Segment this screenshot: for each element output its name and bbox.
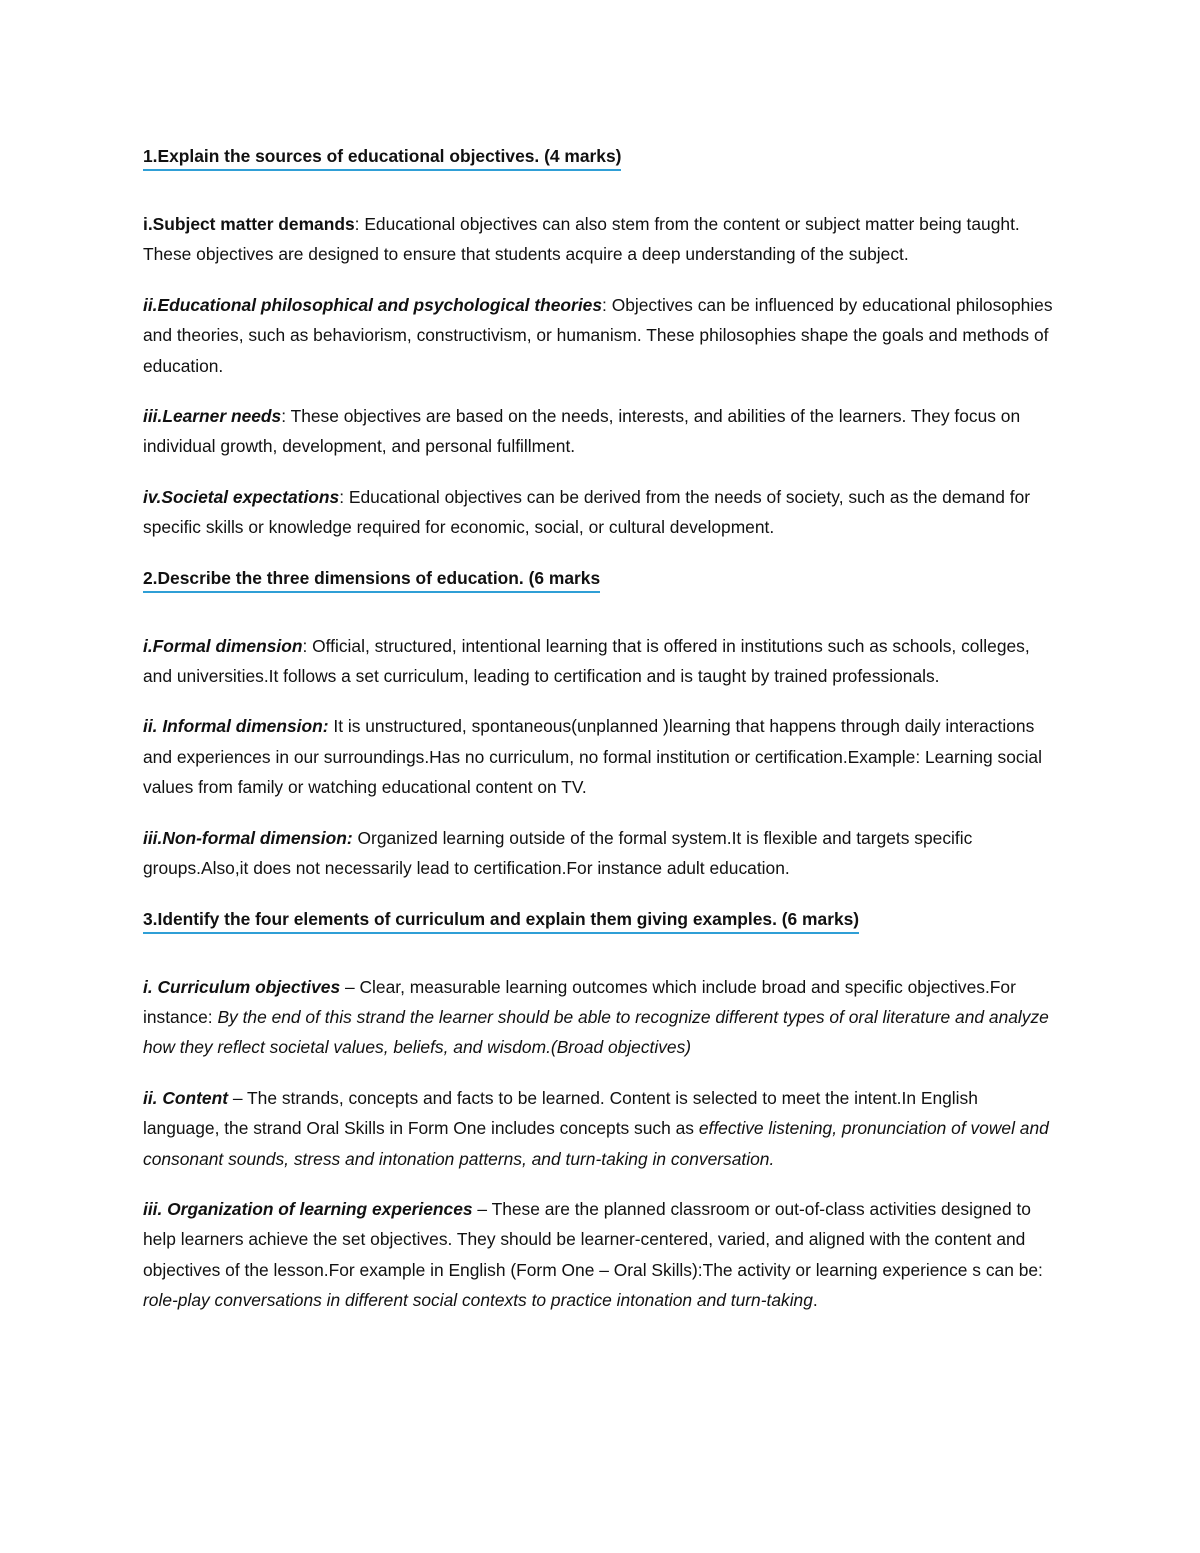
q2-item-1-sep: : <box>302 635 313 656</box>
q2-item-1-term: i.Formal dimension <box>143 635 303 656</box>
q3-item-1-sep: – <box>340 976 360 997</box>
question-2 <box>143 563 1058 613</box>
q2-item-3-text: Organized learning outside of the formal system.It is flexible and targets specific groups.Also,it does not necessarily lead to certification.For instance adult education. <box>143 827 973 879</box>
q1-item-4-term: iv.Societal expectations <box>143 486 340 507</box>
q1-item-2 <box>143 290 1058 381</box>
q2-item-1 <box>143 631 1058 692</box>
q1-item-3-text: These objectives are based on the needs, interests, and abilities of the learners. They focus on individual growth, development, and personal fulfillment. <box>143 406 1021 457</box>
q1-item-2-sep: : <box>602 294 612 315</box>
q2-item-2-text: It is unstructured, spontaneous(unplanned )learning that happens through daily interactions and experiences in our surroundings.Has no curriculum, no formal institution or certification.Example: Learning social values from family or watching educational content on TV. <box>143 716 1042 798</box>
q1-item-3-sep: : <box>281 406 291 427</box>
q3-item-2-text: The strands, concepts and facts to be learned. Content is selected to meet the intent.In English language, the strand Oral Skills in Form One includes concepts such as <box>143 1087 978 1139</box>
q1-item-4-text: Educational objectives can be derived from the needs of society, such as the demand for specific skills or knowledge required for economic, social, or cultural development. <box>143 486 1031 538</box>
document-body <box>143 141 1058 1336</box>
q3-item-2-example: effective listening, pronunciation of vowel and consonant sounds, stress and intonation patterns, and turn-taking in conversation. <box>143 1118 1049 1169</box>
q1-item-3-term: iii.Learner needs <box>143 406 282 427</box>
q1-item-4-sep: : <box>339 486 349 507</box>
q2-item-2 <box>143 711 1058 802</box>
question-1-heading: 1.Explain the sources of educational objectives. (4 marks) <box>143 143 621 171</box>
q3-item-1-text: Clear, measurable learning outcomes which include broad and specific objectives.For instance: <box>143 976 1016 1027</box>
q3-item-1-example: By the end of this strand the learner should be able to recognize different types of oral literature and analyze how they reflect societal values, beliefs, and wisdom.(Broad objectives) <box>143 1006 1049 1058</box>
q3-item-2-term: ii. Content <box>143 1087 229 1108</box>
q1-item-4 <box>143 482 1058 543</box>
q2-item-3 <box>143 823 1058 884</box>
q1-item-1 <box>143 209 1058 270</box>
q1-item-1-sep: : <box>354 214 365 234</box>
question-3 <box>143 904 1058 954</box>
question-3-heading: 3.Identify the four elements of curriculum and explain them giving examples. (6 marks) <box>143 906 859 934</box>
question-1 <box>143 141 1058 191</box>
q3-item-2 <box>143 1083 1058 1174</box>
q1-item-2-text: Objectives can be influenced by educational philosophies and theories, such as behaviorism, constructivism, or humanism. These philosophies shape the goals and methods of education. <box>143 294 1053 376</box>
q1-item-1-term: i.Subject matter demands <box>143 214 355 234</box>
q3-item-3-term: iii. Organization of learning experiences <box>143 1198 473 1219</box>
q1-item-2-term: ii.Educational philosophical and psychological theories <box>143 294 603 315</box>
q1-item-3 <box>143 401 1058 462</box>
question-2-heading: 2.Describe the three dimensions of education. (6 marks <box>143 565 600 593</box>
q3-item-3-text: These are the planned classroom or out-of-class activities designed to help learners achieve the set objectives. They should be learner-centered, varied, and aligned with the content and objectives of the lesson.For example in English (Form One – Oral Skills):The activity or learning experience s can be: <box>143 1198 1043 1280</box>
q3-item-3-sep: – <box>472 1198 492 1219</box>
q2-item-2-term: ii. Informal dimension: <box>143 716 329 737</box>
q3-item-1-term: i. Curriculum objectives <box>143 976 341 997</box>
q3-item-3-example: role-play conversations in different social contexts to practice intonation and turn-taking <box>143 1290 813 1311</box>
q2-item-3-term: iii.Non-formal dimension: <box>143 827 353 848</box>
q2-item-1-text: Official, structured, intentional learning that is offered in institutions such as schools, colleges, and universities.It follows a set curriculum, leading to certification and is taught by trained professionals. <box>143 635 1030 687</box>
q1-item-1-text: Educational objectives can also stem from the content or subject matter being taught. These objectives are designed to ensure that students acquire a deep understanding of the subject. <box>143 214 1020 265</box>
q3-item-1 <box>143 972 1058 1063</box>
q3-item-3 <box>143 1194 1058 1316</box>
q3-item-3-after: . <box>812 1290 818 1311</box>
q3-item-2-sep: – <box>228 1087 248 1108</box>
